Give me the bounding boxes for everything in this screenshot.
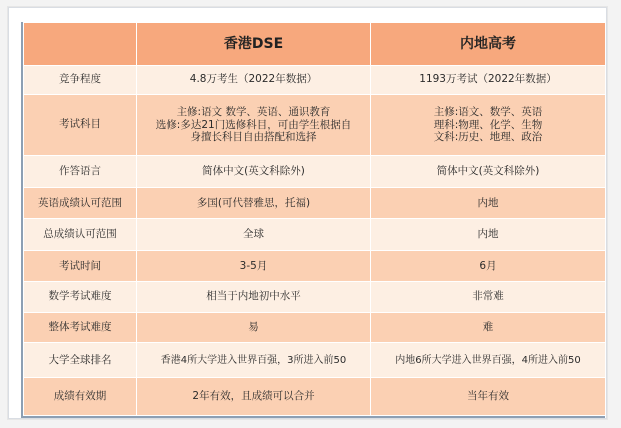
row-label: 考试科目 <box>24 94 137 155</box>
dse-cell: 香港4所大学进入世界百强，3所进入前50 <box>137 343 371 378</box>
gaokao-cell: 内地6所大学进入世界百强，4所进入前50 <box>371 343 606 378</box>
gaokao-subject-line: 文科:历史、地理、政治 <box>433 131 543 144</box>
row-label: 数学考试难度 <box>24 281 137 312</box>
gaokao-cell: 6月 <box>371 251 606 282</box>
gaokao-subject-line: 理科:物理、化学、生物 <box>433 118 543 131</box>
row-label: 总成绩认可范围 <box>24 219 137 251</box>
table-row <box>24 94 606 155</box>
gaokao-cell: 当年有效 <box>371 378 606 416</box>
dse-subject-line: 主修:语文 数学、英语、通识教育 <box>176 106 331 119</box>
dse-cell: 简体中文(英文科除外) <box>137 156 371 188</box>
gaokao-cell: 简体中文(英文科除外) <box>371 156 606 188</box>
gaokao-cell: 非常难 <box>371 281 606 312</box>
header-gaokao: 内地高考 <box>371 23 606 66</box>
table-row <box>24 312 606 343</box>
gaokao-cell: 内地 <box>371 219 606 251</box>
header-corner <box>24 23 137 66</box>
dse-cell: 相当于内地初中水平 <box>137 281 371 312</box>
header-dse: 香港DSE <box>137 23 371 66</box>
table-header-row <box>24 23 606 66</box>
gaokao-cell: 1193万考试（2022年数据） <box>371 66 606 95</box>
row-label: 考试时间 <box>24 251 137 282</box>
dse-cell: 多国(可代替雅思，托福) <box>137 187 371 219</box>
row-label: 竞争程度 <box>24 66 137 95</box>
dse-subject-line: 选修:多达21门选修科目，可由学生根据自 <box>155 118 352 131</box>
table-row <box>24 378 606 416</box>
table-row <box>24 281 606 312</box>
table-row <box>24 343 606 378</box>
dse-cell: 2年有效，且成绩可以合并 <box>137 378 371 416</box>
dse-cell: 4.8万考生（2022年数据） <box>137 66 371 95</box>
row-label: 英语成绩认可范围 <box>24 187 137 219</box>
dse-cell: 易 <box>137 312 371 343</box>
dse-cell: 3-5月 <box>137 251 371 282</box>
row-label: 成绩有效期 <box>24 378 137 416</box>
gaokao-cell <box>371 94 606 155</box>
table-row <box>24 156 606 188</box>
dse-subject-line: 身擅长科目自由搭配和选择 <box>190 131 317 144</box>
table-row <box>24 66 606 95</box>
row-label: 大学全球排名 <box>24 343 137 378</box>
dse-cell: 全球 <box>137 219 371 251</box>
table-row <box>24 187 606 219</box>
comparison-table <box>23 22 606 416</box>
table-row <box>24 219 606 251</box>
dse-cell <box>137 94 371 155</box>
gaokao-subject-line: 主修:语文、数学、英语 <box>433 106 543 119</box>
table-row <box>24 251 606 282</box>
gaokao-cell: 难 <box>371 312 606 343</box>
gaokao-cell: 内地 <box>371 187 606 219</box>
row-label: 整体考试难度 <box>24 312 137 343</box>
row-label: 作答语言 <box>24 156 137 188</box>
